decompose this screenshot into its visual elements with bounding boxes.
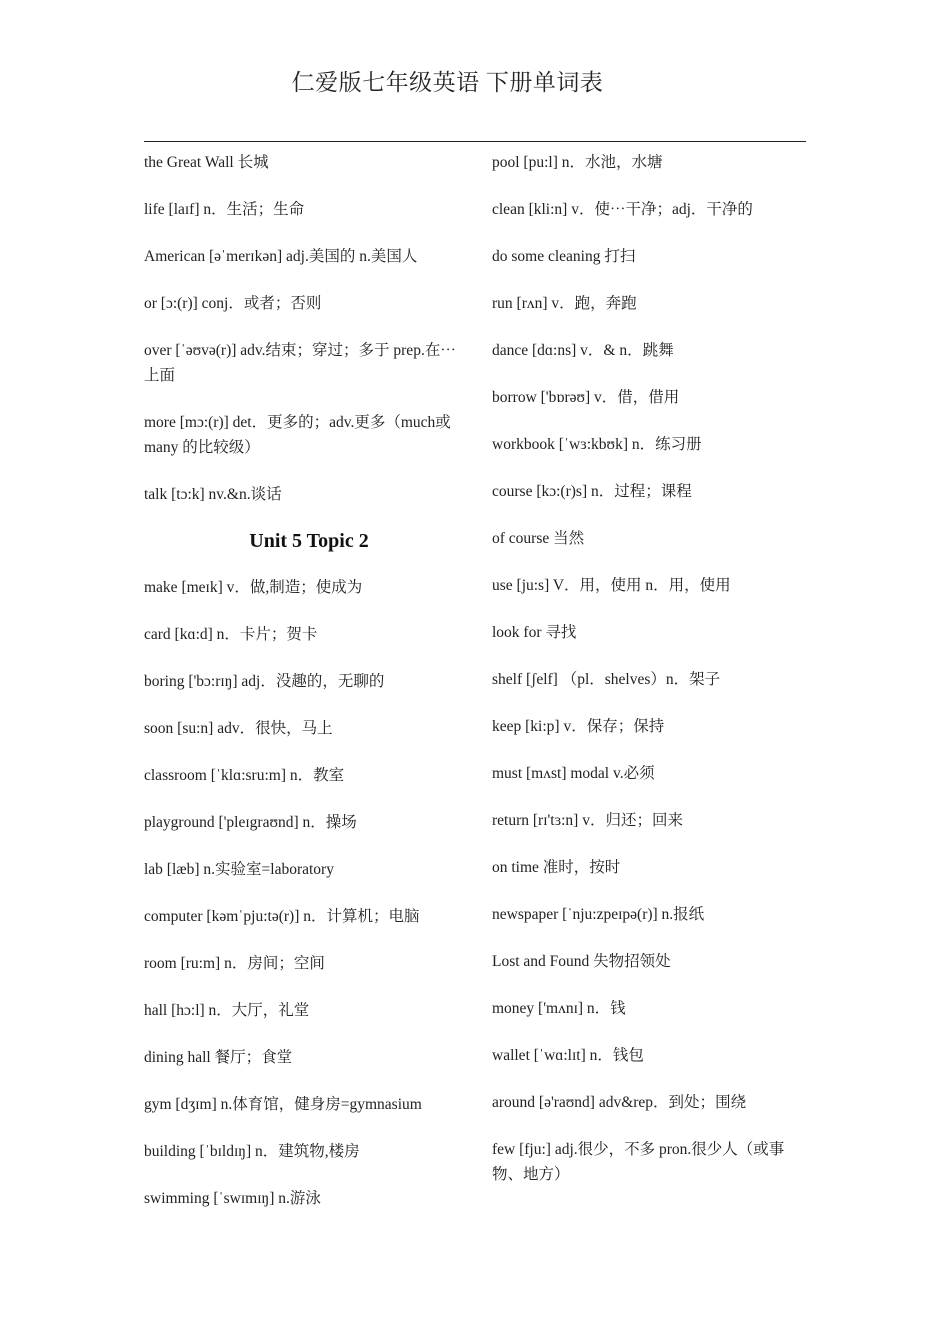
vocab-entry: money ['mʌnɪ] n．钱: [492, 1000, 626, 1017]
vocab-entry: gym [dʒɪm] n.体育馆，健身房=gymnasium: [144, 1096, 422, 1113]
vocab-entry: do some cleaning 打扫: [492, 248, 636, 265]
vocab-entry: workbook [ˈwɜ:kbʊk] n．练习册: [492, 436, 702, 453]
vocab-entry: look for 寻找: [492, 624, 577, 641]
vocab-entry: keep [ki:p] v．保存；保持: [492, 718, 665, 735]
section-heading: Unit 5 Topic 2: [249, 530, 369, 552]
vocab-entry: on time 准时，按时: [492, 859, 621, 876]
left-column: [144, 150, 464, 1233]
vocab-entry: of course 当然: [492, 530, 585, 547]
vocab-entry: life [laɪf] n．生活；生命: [144, 201, 305, 218]
vocab-entry: must [mʌst] modal v.必须: [492, 765, 655, 782]
vocab-entry: card [kɑ:d] n．卡片；贺卡: [144, 626, 318, 643]
vocab-entry: talk [tɔ:k] nv.&n.谈话: [144, 486, 282, 503]
vocab-entry: Lost and Found 失物招领处: [492, 953, 671, 970]
vocab-entry: building [ˈbɪldɪŋ] n．建筑物,楼房: [144, 1143, 360, 1160]
vocab-entry: use [ju:s] V．用，使用 n．用，使用: [492, 577, 731, 594]
vocab-entry: computer [kəmˈpju:tə(r)] n．计算机；电脑: [144, 908, 420, 925]
vocab-entry: more [mɔ:(r)] det．更多的；adv.更多（much或 many 的比较级）: [144, 414, 451, 456]
vocab-entry: lab [læb] n.实验室=laboratory: [144, 861, 334, 878]
vocab-entry: clean [kli:n] v．使⋯干净；adj．干净的: [492, 201, 753, 218]
vocab-entry: dining hall 餐厅；食堂: [144, 1049, 293, 1066]
vocab-entry: room [ru:m] n．房间；空间: [144, 955, 325, 972]
vocab-entry: playground ['pleɪgraʊnd] n．操场: [144, 814, 357, 831]
vocab-entry: return [rɪ'tɜ:n] v．归还；回来: [492, 812, 683, 829]
vocab-entry: around [ə'raʊnd] adv&rep．到处；围绕: [492, 1094, 747, 1111]
vocab-entry: dance [dɑ:ns] v．& n．跳舞: [492, 342, 674, 359]
vocab-entry: over [ˈəʊvə(r)] adv.结束；穿过；多于 prep.在⋯上面: [144, 342, 456, 384]
vocab-entry: pool [pu:l] n．水池，水塘: [492, 154, 663, 171]
vocab-entry: few [fju:] adj.很少，不多 pron.很少人（或事物、地方）: [492, 1141, 785, 1183]
vocab-entry: American [əˈmerɪkən] adj.美国的 n.美国人: [144, 248, 418, 265]
vocab-entry: borrow ['bɒrəʊ] v．借，借用: [492, 389, 680, 406]
vocab-entry: the Great Wall 长城: [144, 154, 269, 171]
title-divider: [144, 141, 806, 142]
vocab-entry: shelf [ʃelf] （pl．shelves）n．架子: [492, 671, 721, 688]
vocab-entry: run [rʌn] v．跑，奔跑: [492, 295, 637, 312]
vocab-entry: hall [hɔ:l] n．大厅，礼堂: [144, 1002, 310, 1019]
vocab-entry: newspaper [ˈnju:zpeɪpə(r)] n.报纸: [492, 906, 705, 923]
right-column: [492, 150, 810, 1209]
vocab-entry: or [ɔ:(r)] conj．或者；否则: [144, 295, 322, 312]
vocab-entry: soon [su:n] adv．很快，马上: [144, 720, 333, 737]
vocab-entry: make [meɪk] v．做,制造；使成为: [144, 579, 363, 596]
vocab-entry: swimming [ˈswɪmɪŋ] n.游泳: [144, 1190, 321, 1207]
vocab-entry: boring ['bɔ:rɪŋ] adj．没趣的，无聊的: [144, 673, 385, 690]
vocab-entry: classroom [ˈklɑ:sru:m] n．教室: [144, 767, 345, 784]
vocab-entry: wallet [ˈwɑ:lɪt] n．钱包: [492, 1047, 644, 1064]
page-title: 仁爱版七年级英语 下册单词表: [291, 70, 604, 95]
vocab-entry: course [kɔ:(r)s] n．过程；课程: [492, 483, 692, 500]
